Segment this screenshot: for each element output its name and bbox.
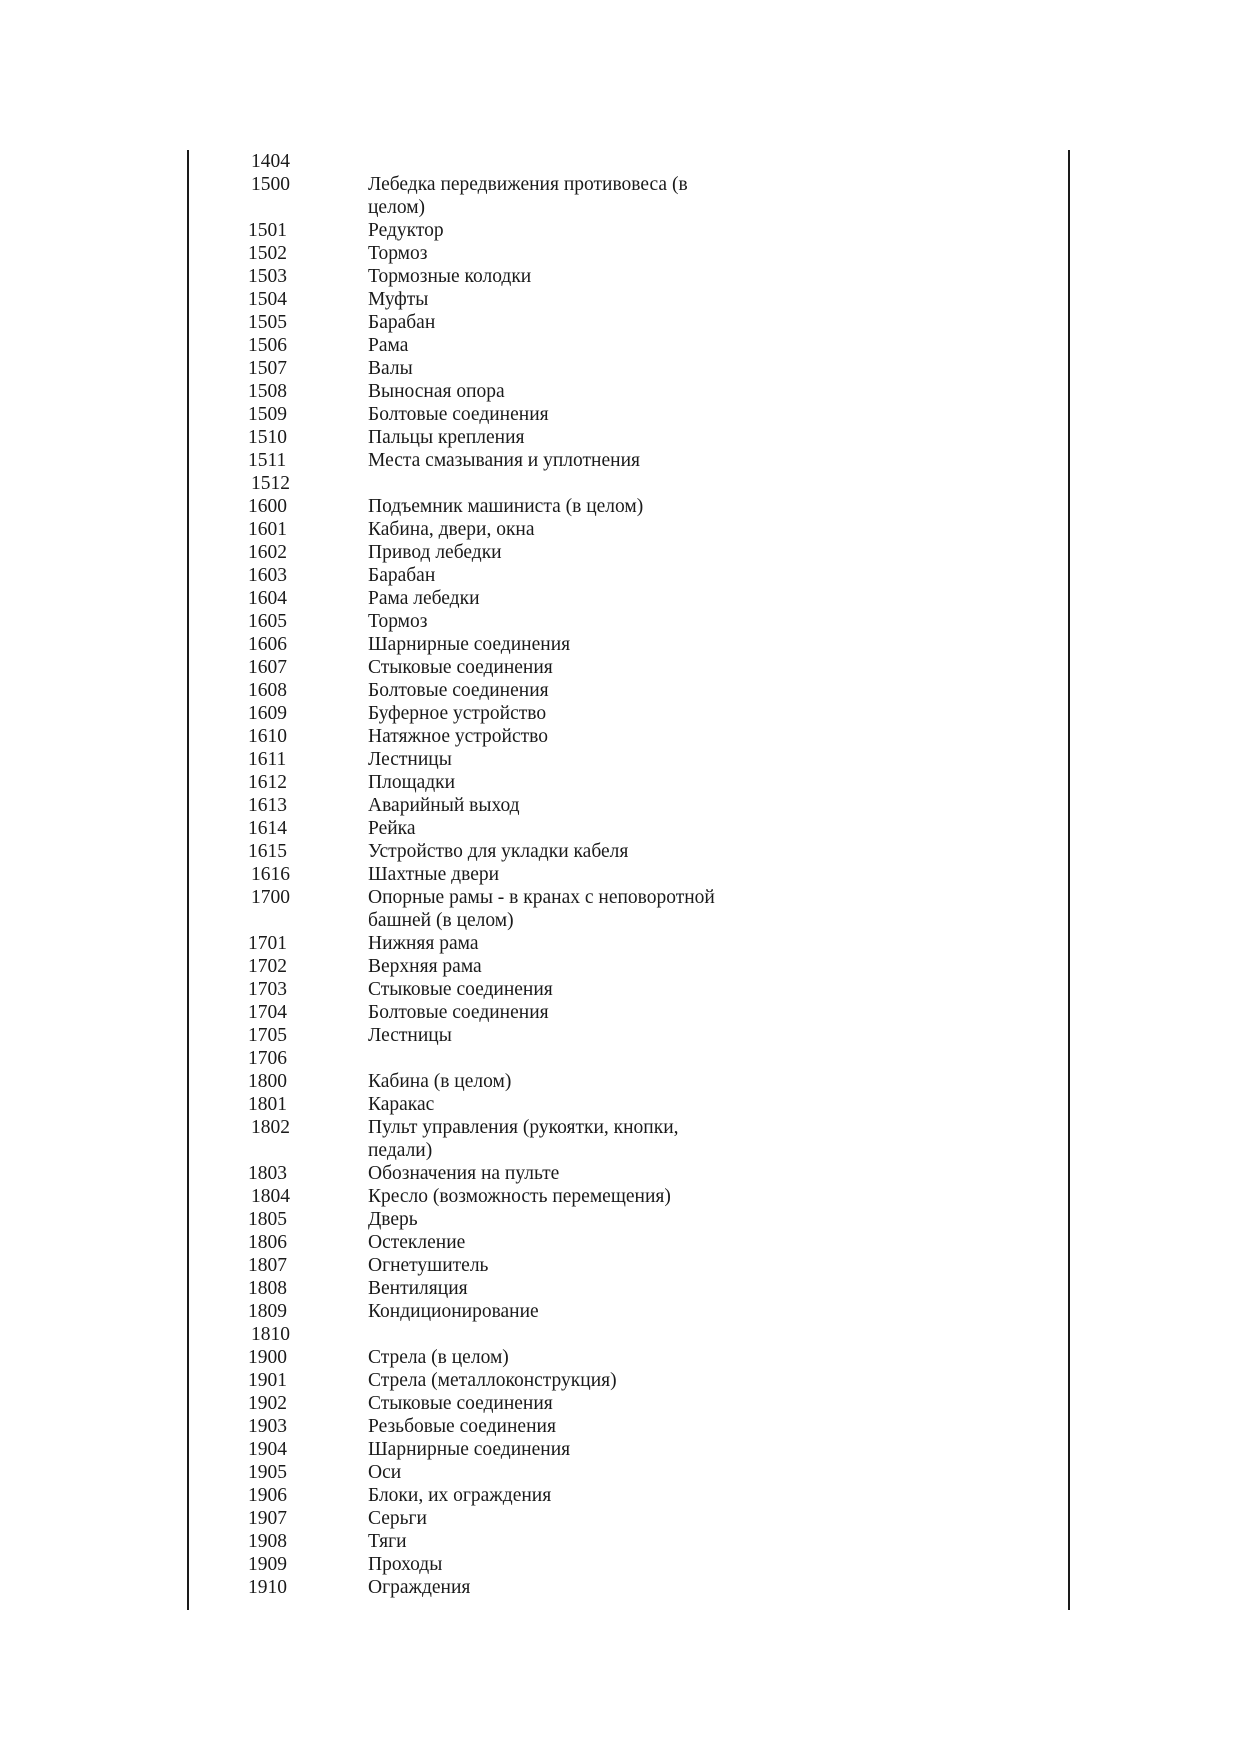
row-description: Рама [368, 335, 409, 356]
table-row [190, 1323, 1066, 1346]
table-row [190, 886, 1066, 909]
row-description: Рама лебедки [368, 588, 480, 609]
row-description: Остекление [368, 1232, 466, 1253]
row-code: 1510 [248, 427, 287, 448]
table-row [190, 1530, 1066, 1553]
table-row [190, 932, 1066, 955]
table-row [190, 1093, 1066, 1116]
row-description: Аварийный выход [368, 795, 520, 816]
table-row [190, 1024, 1066, 1047]
row-code: 1705 [248, 1025, 287, 1046]
table-row [190, 426, 1066, 449]
row-description: Кабина (в целом) [368, 1071, 512, 1092]
row-code: 1505 [248, 312, 287, 333]
right-border-line [1068, 150, 1070, 1610]
row-description: Оси [368, 1462, 402, 1483]
row-code: 1802 [251, 1117, 290, 1138]
row-code: 1603 [248, 565, 287, 586]
row-description: Барабан [368, 565, 436, 586]
row-code: 1809 [248, 1301, 287, 1322]
row-code: 1606 [248, 634, 287, 655]
row-code: 1901 [248, 1370, 287, 1391]
table-row [190, 1461, 1066, 1484]
table-row [190, 1369, 1066, 1392]
row-description: Площадки [368, 772, 456, 793]
row-code: 1608 [248, 680, 287, 701]
row-code: 1701 [248, 933, 287, 954]
row-code: 1909 [248, 1554, 287, 1575]
table-row [190, 449, 1066, 472]
row-description: Проходы [368, 1554, 443, 1575]
row-description: Болтовые соединения [368, 680, 549, 701]
table-row [190, 725, 1066, 748]
row-description: Шарнирные соединения [368, 634, 571, 655]
row-code: 1910 [248, 1577, 287, 1598]
row-code: 1507 [248, 358, 287, 379]
row-description: Натяжное устройство [368, 726, 548, 747]
row-code: 1806 [248, 1232, 287, 1253]
row-code: 1601 [248, 519, 287, 540]
table-row [190, 1277, 1066, 1300]
table-row [190, 403, 1066, 426]
table-row-continuation [190, 196, 1066, 219]
row-description: Рейка [368, 818, 416, 839]
row-description: Пульт управления (рукоятки, кнопки, [368, 1117, 679, 1138]
table-row [190, 1507, 1066, 1530]
row-code: 1503 [248, 266, 287, 287]
table-row [190, 587, 1066, 610]
row-description: Вентиляция [368, 1278, 468, 1299]
row-code: 1706 [248, 1048, 287, 1069]
table-row [190, 656, 1066, 679]
row-description: педали) [368, 1140, 433, 1161]
row-code: 1512 [251, 473, 290, 494]
table-row [190, 472, 1066, 495]
row-description: Стыковые соединения [368, 979, 553, 1000]
table-row [190, 1438, 1066, 1461]
row-code: 1810 [251, 1324, 290, 1345]
row-description: Привод лебедки [368, 542, 502, 563]
row-description: Шахтные двери [368, 864, 500, 885]
row-description: Обозначения на пульте [368, 1163, 560, 1184]
table-row [190, 1392, 1066, 1415]
table-row [190, 1553, 1066, 1576]
table-row [190, 1346, 1066, 1369]
row-description: Тормоз [368, 611, 428, 632]
table-row [190, 150, 1066, 173]
row-description: Болтовые соединения [368, 1002, 549, 1023]
row-code: 1502 [248, 243, 287, 264]
row-code: 1905 [248, 1462, 287, 1483]
row-code: 1600 [248, 496, 287, 517]
row-code: 1605 [248, 611, 287, 632]
table-row [190, 265, 1066, 288]
row-code: 1805 [248, 1209, 287, 1230]
row-code: 1616 [251, 864, 290, 885]
row-description: Буферное устройство [368, 703, 547, 724]
row-code: 1602 [248, 542, 287, 563]
row-description: Нижняя рама [368, 933, 479, 954]
row-description: Верхняя рама [368, 956, 482, 977]
table-row [190, 334, 1066, 357]
table-row [190, 817, 1066, 840]
row-description: Серьги [368, 1508, 427, 1529]
row-code: 1804 [251, 1186, 290, 1207]
table-row [190, 1162, 1066, 1185]
row-code: 1904 [248, 1439, 287, 1460]
table-row [190, 1484, 1066, 1507]
row-description: Стыковые соединения [368, 657, 553, 678]
left-border-line [187, 150, 189, 1610]
row-description: Подъемник машиниста (в целом) [368, 496, 644, 517]
table-row [190, 771, 1066, 794]
row-code: 1607 [248, 657, 287, 678]
table-row [190, 173, 1066, 196]
table-row [190, 1254, 1066, 1277]
row-description: Болтовые соединения [368, 404, 549, 425]
table-row [190, 633, 1066, 656]
row-code: 1506 [248, 335, 287, 356]
row-description: Шарнирные соединения [368, 1439, 571, 1460]
row-code: 1508 [248, 381, 287, 402]
row-code: 1613 [248, 795, 287, 816]
row-description: Ограждения [368, 1577, 471, 1598]
table-row-continuation [190, 1139, 1066, 1162]
row-code: 1614 [248, 818, 287, 839]
table-row [190, 1300, 1066, 1323]
row-code: 1609 [248, 703, 287, 724]
row-code: 1703 [248, 979, 287, 1000]
row-code: 1511 [248, 450, 287, 471]
row-description: Устройство для укладки кабеля [368, 841, 629, 862]
row-description: Тормоз [368, 243, 428, 264]
row-description: Тяги [368, 1531, 407, 1552]
row-code: 1800 [248, 1071, 287, 1092]
table-row [190, 794, 1066, 817]
table-row [190, 610, 1066, 633]
row-description: Пальцы крепления [368, 427, 525, 448]
table-row [190, 1116, 1066, 1139]
table-row [190, 380, 1066, 403]
row-description: Тормозные колодки [368, 266, 532, 287]
row-description: Кресло (возможность перемещения) [368, 1186, 671, 1207]
row-code: 1504 [248, 289, 287, 310]
row-code: 1801 [248, 1094, 287, 1115]
row-code: 1509 [248, 404, 287, 425]
row-description: Лебедка передвижения противовеса (в [368, 174, 688, 195]
row-description: Огнетушитель [368, 1255, 489, 1276]
table-row [190, 495, 1066, 518]
table-row [190, 679, 1066, 702]
row-code: 1702 [248, 956, 287, 977]
row-code: 1610 [248, 726, 287, 747]
table-row [190, 1001, 1066, 1024]
row-description: Редуктор [368, 220, 444, 241]
row-description: Лестницы [368, 749, 452, 770]
row-code: 1807 [248, 1255, 287, 1276]
row-description: Стыковые соединения [368, 1393, 553, 1414]
row-code: 1900 [248, 1347, 287, 1368]
table-row [190, 1231, 1066, 1254]
row-code: 1808 [248, 1278, 287, 1299]
row-description: Опорные рамы - в кранах с неповоротной [368, 887, 715, 908]
table-row [190, 242, 1066, 265]
row-description: Барабан [368, 312, 436, 333]
row-description: Валы [368, 358, 413, 379]
row-description: Стрела (металлоконструкция) [368, 1370, 617, 1391]
row-code: 1404 [251, 151, 290, 172]
table-row-continuation [190, 909, 1066, 932]
row-code: 1803 [248, 1163, 287, 1184]
row-description: Места смазывания и уплотнения [368, 450, 640, 471]
row-description: Муфты [368, 289, 429, 310]
row-code: 1907 [248, 1508, 287, 1529]
table-row [190, 863, 1066, 886]
table-row [190, 1070, 1066, 1093]
row-description: Кабина, двери, окна [368, 519, 535, 540]
row-description: башней (в целом) [368, 910, 514, 931]
row-description: Каракас [368, 1094, 435, 1115]
row-code: 1612 [248, 772, 287, 793]
table-row [190, 978, 1066, 1001]
row-code: 1611 [248, 749, 287, 770]
row-description: целом) [368, 197, 426, 218]
table-row [190, 564, 1066, 587]
row-code: 1604 [248, 588, 287, 609]
row-description: Дверь [368, 1209, 418, 1230]
row-description: Лестницы [368, 1025, 452, 1046]
table-row [190, 840, 1066, 863]
row-code: 1902 [248, 1393, 287, 1414]
table-row [190, 702, 1066, 725]
row-description: Стрела (в целом) [368, 1347, 509, 1368]
table-row [190, 1415, 1066, 1438]
row-description: Выносная опора [368, 381, 505, 402]
table-row [190, 1185, 1066, 1208]
row-description: Резьбовые соединения [368, 1416, 556, 1437]
table-row [190, 1576, 1066, 1599]
table-row [190, 541, 1066, 564]
row-code: 1906 [248, 1485, 287, 1506]
table-row [190, 288, 1066, 311]
row-code: 1615 [248, 841, 287, 862]
row-code: 1908 [248, 1531, 287, 1552]
row-description: Блоки, их ограждения [368, 1485, 552, 1506]
table-row [190, 1047, 1066, 1070]
row-code: 1704 [248, 1002, 287, 1023]
row-code: 1500 [251, 174, 290, 195]
table-row [190, 518, 1066, 541]
row-code: 1903 [248, 1416, 287, 1437]
code-table [190, 150, 1066, 1599]
row-code: 1700 [251, 887, 290, 908]
table-row [190, 311, 1066, 334]
row-description: Кондиционирование [368, 1301, 539, 1322]
table-row [190, 219, 1066, 242]
row-code: 1501 [248, 220, 287, 241]
table-row [190, 1208, 1066, 1231]
table-row [190, 748, 1066, 771]
table-row [190, 357, 1066, 380]
table-row [190, 955, 1066, 978]
